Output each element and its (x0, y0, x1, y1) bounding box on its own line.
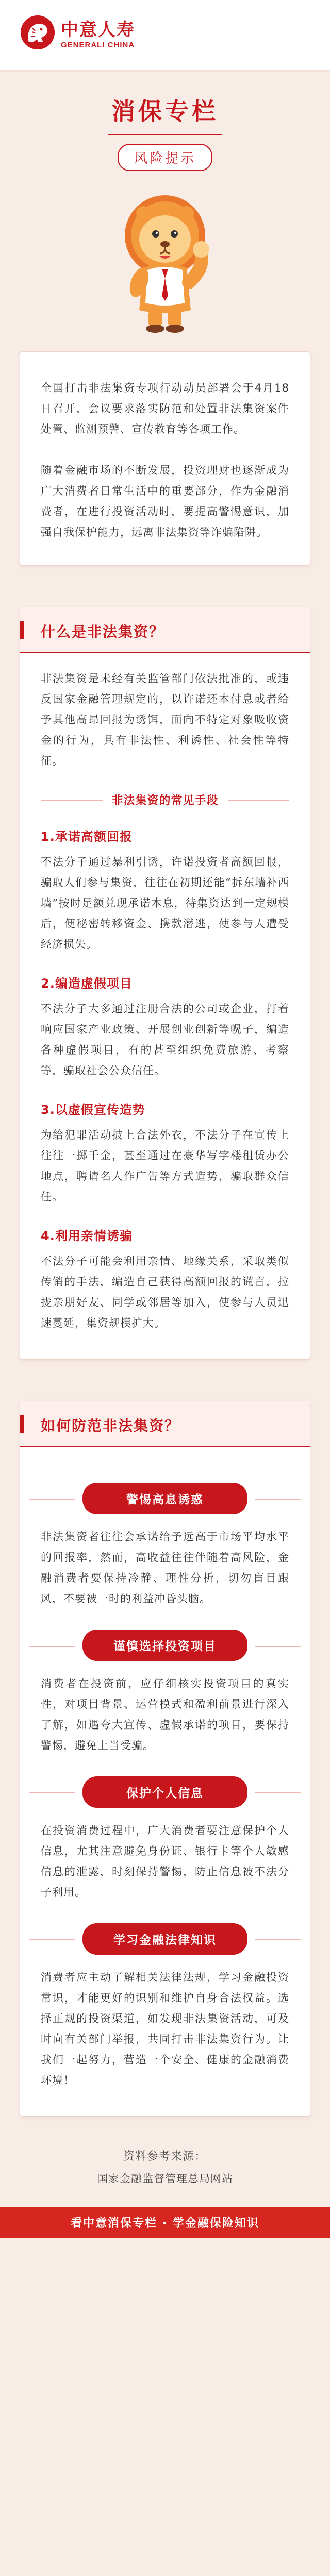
title-block (0, 72, 330, 171)
intro-card (20, 351, 310, 566)
section-title: 如何防范非法集资？ (41, 1417, 180, 1434)
lion-mascot-icon (98, 181, 232, 336)
brand-logo (21, 15, 135, 49)
section-header (20, 1401, 310, 1447)
footer-text: 看中意消保专栏 · 学金融保险知识 (71, 2216, 259, 2230)
section-what-is-illegal-fundraising (20, 607, 310, 1360)
means-item-text: 不法分子大多通过注册合法的公司或企业，打着响应国家产业政策、开展创业创新等幌子，编造各种虚假项目，有的甚至组织免费旅游、考察等，骗取社会公众信任。 (41, 1003, 289, 1077)
means-item-text: 为给犯罪活动披上合法外衣，不法分子在宣传上往往一掷千金，甚至通过在豪华写字楼租赁办公地点，聘请名人作广告等方式造势，骗取群众信任。 (41, 1129, 289, 1203)
means-item-title: 3.以虚假宣传造势 (41, 1103, 145, 1117)
definition-text: 非法集资是未经有关监管部门依法批准的，或违反国家金融管理规定的，以许诺还本付息或者给予其他高昂回报为诱饵，面向不特定对象吸收资金的行为，具有非法性、利诱性、社会性等特征。 (41, 672, 289, 767)
divider-line (41, 800, 103, 801)
tip-title: 保护个人信息 (82, 1776, 248, 1808)
tip-text: 消费者在投资前，应仔细核实投资项目的真实性，对项目背景、运营模式和盈利前景进行深入了解，如遇夸大宣传、虚假承诺的项目，要保持警惕，避免上当受骗。 (41, 1677, 289, 1752)
means-title: 非法集资的常见手段 (111, 794, 219, 807)
references (0, 2148, 330, 2186)
tip-title: 警惕高息诱惑 (82, 1483, 248, 1514)
intro-paragraph: 随着金融市场的不断发展，投资理财也逐渐成为广大消费者日常生活中的重要部分，作为金融消费者，在进行投资活动时，要提高警惕意识，加强自我保护能力，远离非法集资等诈骗陷阱。 (41, 464, 289, 538)
section-header (20, 607, 310, 653)
section-how-to-prevent (20, 1401, 310, 2117)
brand-name-en: GENERALI CHINA (61, 41, 135, 49)
mascot (0, 181, 330, 336)
means-divider (41, 792, 289, 808)
section-accent-bar (20, 1415, 24, 1433)
footer-banner (0, 2207, 330, 2238)
divider-line (228, 800, 290, 801)
means-item-text: 不法分子通过暴利引诱，许诺投资者高额回报，骗取人们参与集资，往往在初期还能“拆东墙补西墙”按时足额兑现承诺本息，待集资达到一定规模后，便秘密转移资金、携款潜逃，使参与人遭受经济损失。 (41, 856, 289, 951)
means-item-title: 2.编造虚假项目 (41, 976, 133, 991)
tip-text: 非法集资者往往会承诺给予远高于市场平均水平的回报率，然而，高收益往往伴随着高风险，金融消费者要保持冷静、理性分析，切勿盲目跟风，不要被一时的利益冲昏头脑。 (41, 1531, 289, 1605)
lion-logo-icon (21, 15, 55, 49)
intro-paragraph: 全国打击非法集资专项行动动员部署会于4月18日召开，会议要求落实防范和处置非法集资案件处置、监测预警、宣传教育等各项工作。 (41, 382, 289, 435)
references-label: 资料参考来源： (123, 2150, 207, 2162)
section-accent-bar (20, 621, 24, 639)
header-bar (0, 0, 330, 72)
tip-title: 谨慎选择投资项目 (82, 1630, 248, 1661)
page-title: 消保专栏 (111, 97, 219, 125)
means-item-title: 1.承诺高额回报 (41, 829, 133, 844)
means-item-title: 4.利用亲情诱骗 (41, 1229, 133, 1243)
title-divider (108, 134, 222, 135)
tip-title: 学习金融法律知识 (82, 1923, 248, 1955)
tip-text: 消费者应主动了解相关法律法规，学习金融投资常识，才能更好的识别和维护自身合法权益。选择正规的投资渠道，如发现非法集资活动，可及时向有关部门举报，共同打击非法集资行为。让我们一起努力，营造一个安全、健康的金融消费环境！ (41, 1971, 289, 2087)
tip-text: 在投资消费过程中，广大消费者要注意保护个人信息，尤其注意避免身份证、银行卡等个人敏感信息的泄露，时刻保持警惕，防止信息被不法分子利用。 (41, 1824, 289, 1899)
references-source: 国家金融监督管理总局网站 (97, 2173, 233, 2185)
section-title: 什么是非法集资？ (41, 623, 165, 640)
means-item-text: 不法分子可能会利用亲情、地缘关系，采取类似传销的手法，编造自己获得高额回报的谎言，拉拢亲朋好友、同学或邻居等加入，使参与人员迅速蔓延，集资规模扩大。 (41, 1255, 289, 1329)
page-subtitle: 风险提示 (118, 144, 212, 171)
brand-name-cn: 中意人寿 (61, 20, 135, 40)
